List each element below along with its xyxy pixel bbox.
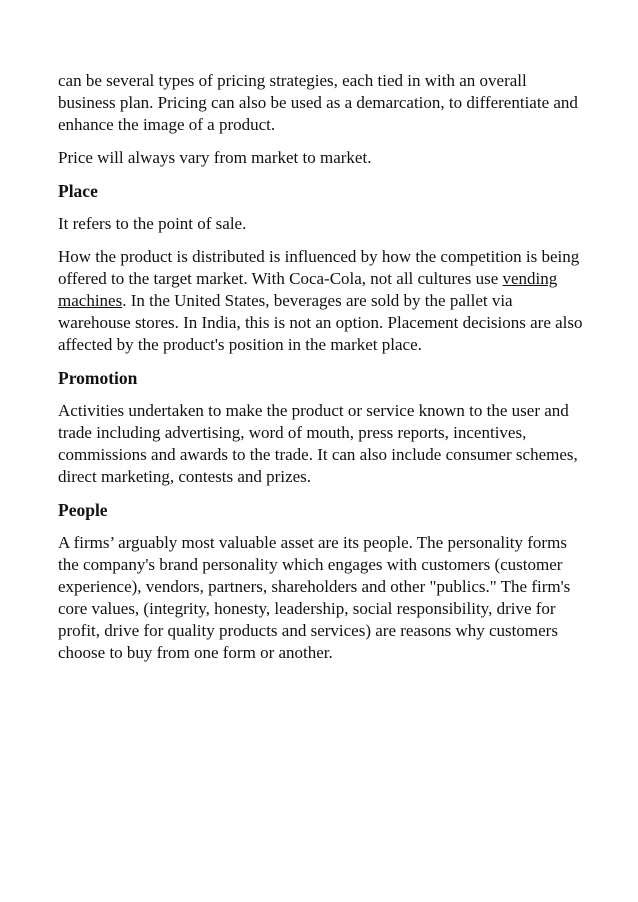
promotion-heading: Promotion [58, 368, 138, 388]
place-distribution-paragraph [58, 246, 588, 356]
people-paragraph: A firms’ arguably most valuable asset are its people. The personality forms the company's brand personality which engages with customers (customer experience), vendors, partners, shareholders and other "publics." The firm's core values, (integrity, honesty, leadership, social responsibility, drive for profit, drive for quality products and services) are reasons why customers choose to buy from one form or another. [58, 533, 571, 662]
place-heading: Place [58, 181, 98, 201]
place-definition-paragraph: It refers to the point of sale. [58, 214, 247, 233]
document-page [58, 70, 588, 675]
place-text-before-link: How the product is distributed is influenced by how the competition is being offered to the target market. With Coca-Cola, not all cultures use [58, 247, 580, 288]
pricing-paragraph: can be several types of pricing strategies, each tied in with an overall business plan. Pricing can also be used as a demarcation, to differentiate and enhance the image of a product. [58, 71, 578, 134]
promotion-paragraph: Activities undertaken to make the product or service known to the user and trade including advertising, word of mouth, press reports, incentives, commissions and awards to the trade. It can also include consumer schemes, direct marketing, contests and prizes. [58, 401, 578, 486]
vending-machines-link[interactable]: vending machines [58, 269, 558, 310]
place-text-after-link: . In the United States, beverages are sold by the pallet via warehouse stores. In India, this is not an option. Placement decisions are also affected by the product's position in the market place. [58, 291, 583, 354]
people-heading: People [58, 500, 108, 520]
price-variation-paragraph: Price will always vary from market to market. [58, 148, 372, 167]
